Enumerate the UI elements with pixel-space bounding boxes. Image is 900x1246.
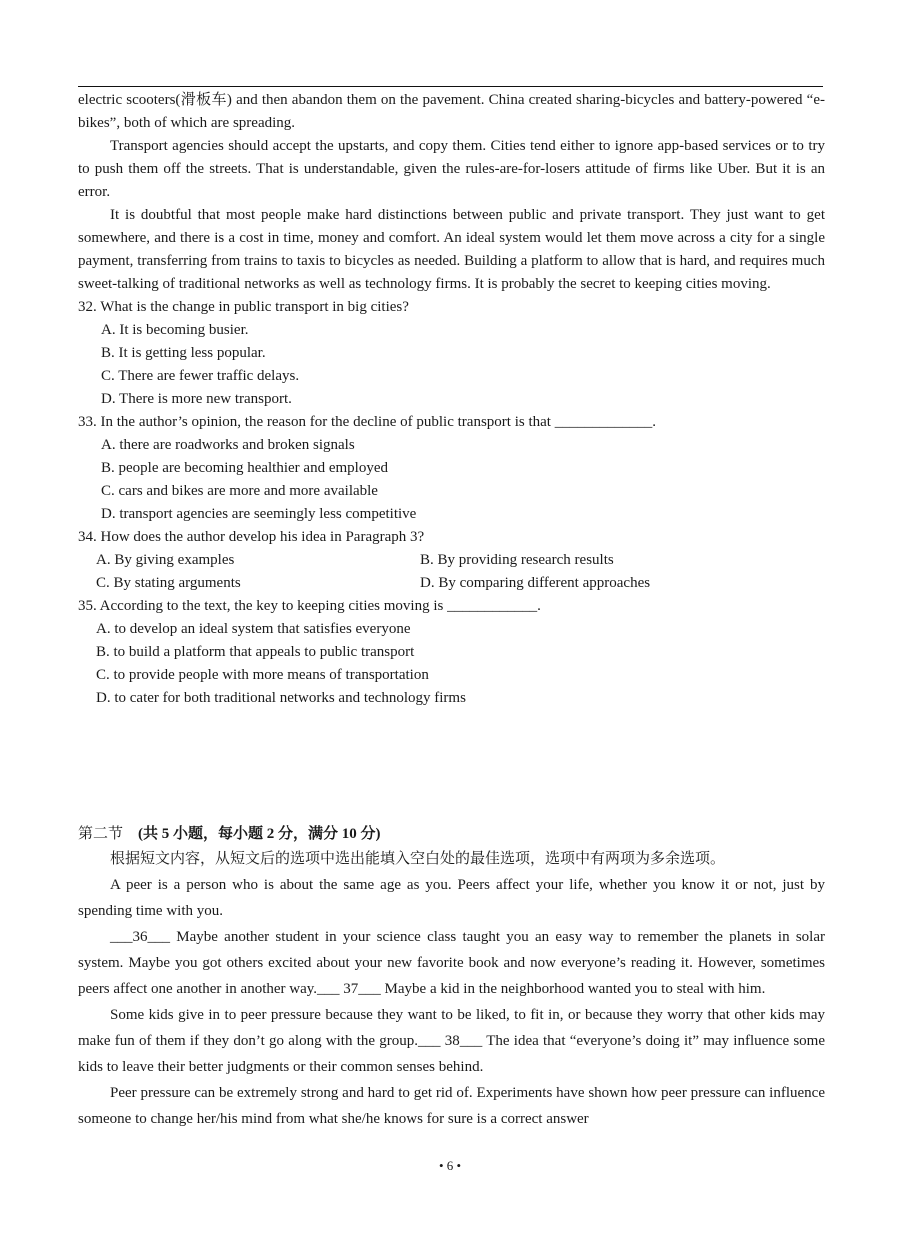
option-d: D. transport agencies are seemingly less competitive bbox=[101, 506, 417, 522]
option-row bbox=[78, 549, 825, 572]
question-stem: 33. In the author’s opinion, the reason for the decline of public transport is that _____________. bbox=[78, 414, 656, 430]
option-a: A. there are roadworks and broken signals bbox=[101, 437, 355, 453]
option-b: B. By providing research results bbox=[420, 552, 614, 568]
question-32 bbox=[78, 296, 825, 411]
option-row bbox=[78, 572, 825, 595]
option-a: A. By giving examples bbox=[96, 552, 235, 568]
question-33 bbox=[78, 411, 825, 526]
passage-paragraph: It is doubtful that most people make hard distinctions between public and private transport. They just want to get somewhere, and there is a cost in time, money and comfort. An ideal system would let them move across a city for a single payment, transferring from trains to taxis to bicycles as needed. Building a platform to allow that is hard, and requires much sweet-talking of traditional networks as well as technology firms. It is probably the secret to keeping cities moving. bbox=[78, 207, 825, 292]
option-c: C. There are fewer traffic delays. bbox=[101, 368, 300, 384]
option-d: D. to cater for both traditional networks and technology firms bbox=[96, 690, 466, 706]
section-two bbox=[78, 822, 825, 1132]
option-d: D. There is more new transport. bbox=[101, 391, 292, 407]
cloze-paragraph: A peer is a person who is about the same age as you. Peers affect your life, whether you know it or not, just by spending time with you. bbox=[78, 877, 825, 919]
option-b: B. to build a platform that appeals to public transport bbox=[96, 644, 415, 660]
option-b: B. It is getting less popular. bbox=[101, 345, 266, 361]
cloze-paragraph: ___36___ Maybe another student in your science class taught you an easy way to remember the planets in solar system. Maybe you got others excited about your new favorite book and now everyone’s reading it. However, sometimes peers affect one another in another way.___ 37___ Maybe a kid in the neighborhood wanted you to steal with him. bbox=[78, 929, 825, 997]
passage bbox=[78, 89, 825, 710]
question-34 bbox=[78, 526, 825, 595]
page-number: • 6 • bbox=[438, 1158, 462, 1173]
section-instruction: 根据短文内容，从短文后的选项中选出能填入空白处的最佳选项，选项中有两项为多余选项。 bbox=[110, 851, 726, 867]
option-b: B. people are becoming healthier and employed bbox=[101, 460, 388, 476]
cloze-paragraph: Peer pressure can be extremely strong and hard to get rid of. Experiments have shown how peer pressure can influence someone to change her/his mind from what she/he knows for sure is a correct answer bbox=[78, 1085, 825, 1127]
option-a: A. to develop an ideal system that satisfies everyone bbox=[96, 621, 411, 637]
option-d: D. By comparing different approaches bbox=[420, 575, 651, 591]
passage-paragraph: Transport agencies should accept the upstarts, and copy them. Cities tend either to ignore app-based services or to try to push them off the streets. That is understandable, given the rules-are-for-losers attitude of firms like Uber. But it is an error. bbox=[78, 138, 825, 200]
question-stem: 32. What is the change in public transport in big cities? bbox=[78, 299, 409, 315]
option-c: C. to provide people with more means of transportation bbox=[96, 667, 429, 683]
option-c: C. cars and bikes are more and more available bbox=[101, 483, 378, 499]
header-rule bbox=[78, 86, 823, 87]
section-scoring: (共 5 小题，每小题 2 分，满分 10 分) bbox=[138, 826, 381, 842]
option-a: A. It is becoming busier. bbox=[101, 322, 249, 338]
cloze-paragraph: Some kids give in to peer pressure because they want to be liked, to fit in, or because they worry that other kids may make fun of them if they don’t go along with the group.___ 38___ The idea that “everyone’s doing it” may influence some kids to leave their better judgments or their common senses behind. bbox=[78, 1007, 825, 1075]
passage-paragraph: electric scooters(滑板车) and then abandon them on the pavement. China created sharing-bicycles and battery-powered “e-bikes”, both of which are spreading. bbox=[78, 92, 825, 131]
section-heading bbox=[78, 822, 825, 846]
option-c: C. By stating arguments bbox=[96, 575, 241, 591]
question-stem: 34. How does the author develop his idea in Paragraph 3? bbox=[78, 529, 425, 545]
section-title: 第二节 bbox=[78, 826, 124, 842]
question-stem: 35. According to the text, the key to keeping cities moving is ____________. bbox=[78, 598, 541, 614]
question-35 bbox=[78, 595, 825, 710]
